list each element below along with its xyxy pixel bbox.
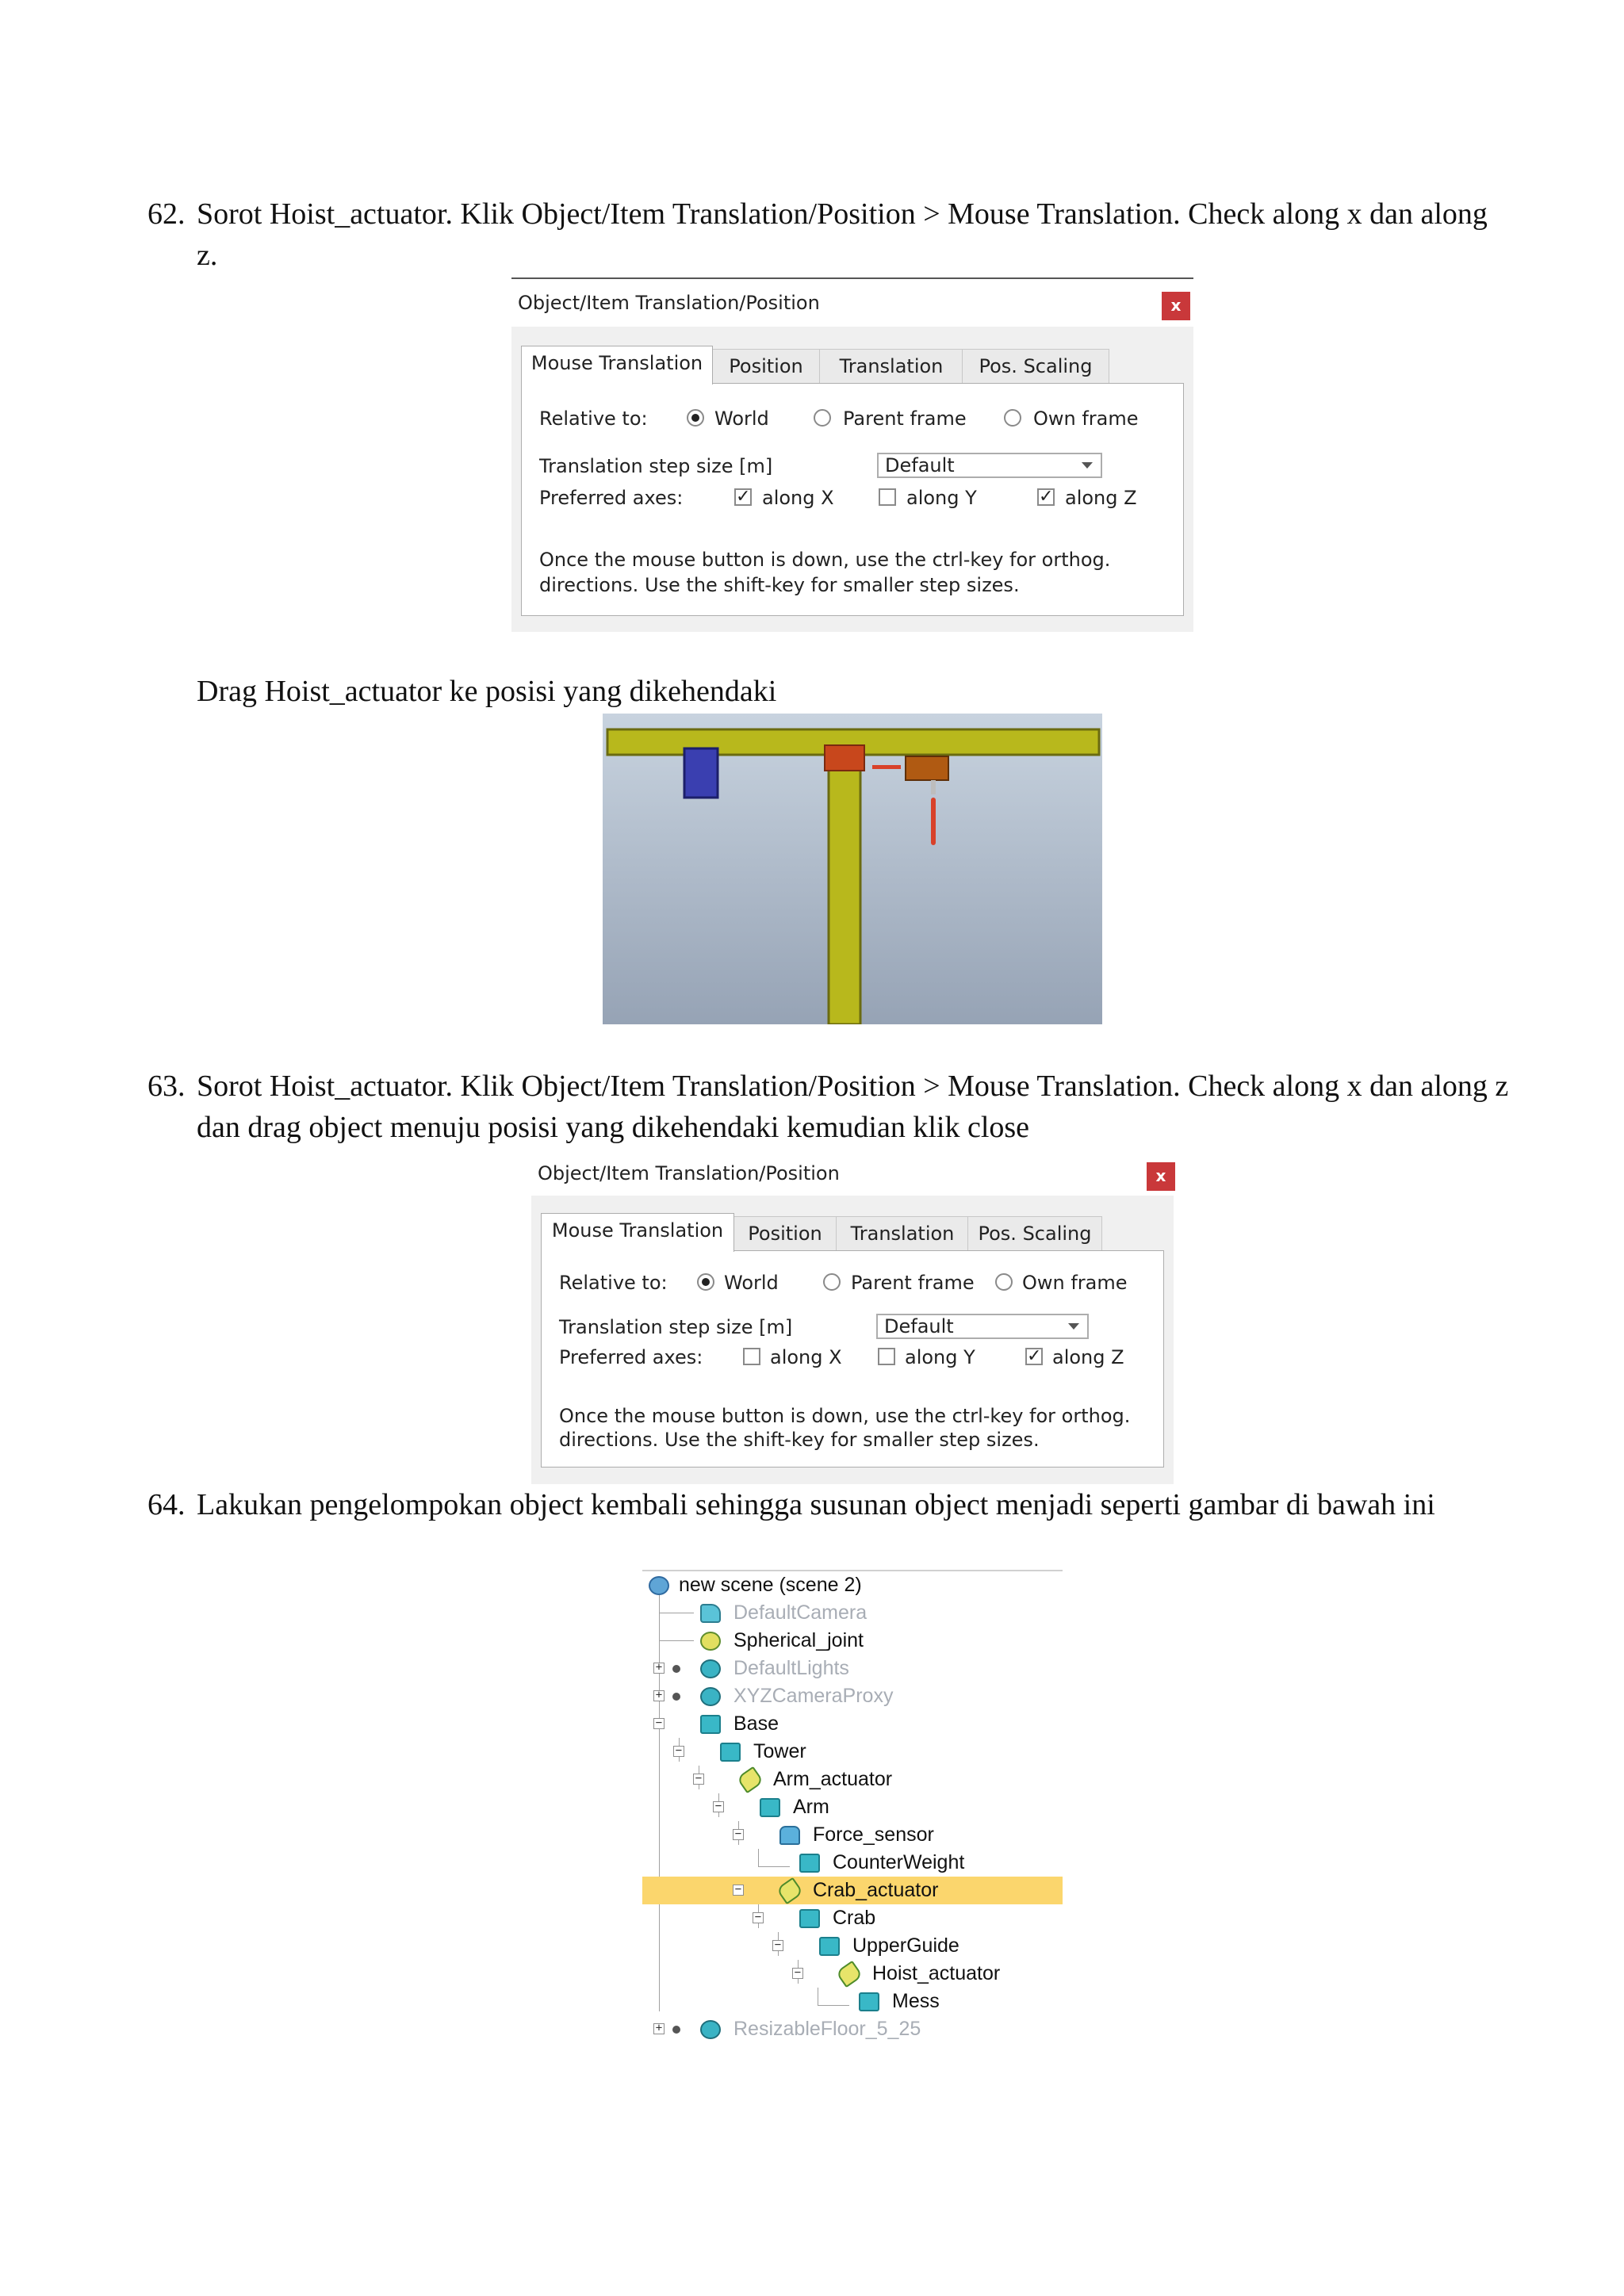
tree-node-scene[interactable] [642,1571,1063,1599]
dialog-title: Object/Item Translation/Position [518,292,820,314]
tree-node-label: Arm [793,1796,829,1818]
camera-icon [700,1604,721,1623]
radio-parent-frame[interactable] [814,409,831,427]
hoist-cable [931,780,936,794]
tree-node-label: Mess [892,1990,940,2012]
radio-world[interactable] [697,1273,714,1291]
joint-icon [776,1877,803,1905]
close-button[interactable]: x [1147,1162,1175,1191]
radio-world-label: World [714,408,769,430]
tree-node-spherical-joint[interactable] [642,1627,1063,1655]
expand-icon[interactable]: + [653,2023,665,2034]
dialog-titlebar [511,279,1193,327]
tree-node-label: DefaultLights [733,1657,849,1679]
collapse-icon[interactable]: − [733,1829,744,1840]
radio-own-frame[interactable] [995,1273,1013,1291]
radio-own-frame-label: Own frame [1033,408,1139,430]
preferred-axes-label: Preferred axes: [559,1346,703,1368]
crane-tower [829,755,860,1024]
tab-mouse-translation[interactable]: Mouse Translation [541,1213,734,1252]
tab-translation[interactable]: Translation [836,1216,969,1250]
tree-node-label: DefaultCamera [733,1601,868,1624]
crab-block [906,756,948,780]
tree-node-crab-actuator[interactable] [642,1877,1063,1904]
help-note-line2: directions. Use the shift-key for smaller step sizes. [539,574,1020,596]
globe-icon [649,1576,669,1595]
tree-node-label: Base [733,1712,779,1735]
checkbox-along-x-label: along X [770,1346,842,1368]
checkbox-along-x-label: along X [762,487,834,509]
shape-cube-icon [799,1854,820,1873]
tab-position[interactable]: Position [733,1216,837,1250]
tree-node-upperguide[interactable] [642,1932,1063,1960]
shape-cube-icon [720,1743,741,1762]
shape-cube-icon [760,1798,780,1817]
checkbox-along-y-label: along Y [905,1346,975,1368]
dialog-title: Object/Item Translation/Position [538,1162,840,1184]
crane-render [603,714,1102,1024]
radio-own-frame[interactable] [1004,409,1021,427]
tree-node-xyzcameraproxy[interactable] [642,1682,1063,1710]
checkbox-along-z-label: along Z [1065,487,1137,509]
checkbox-along-y[interactable] [878,1348,895,1365]
radio-world[interactable] [687,409,704,427]
step-size-dropdown[interactable] [876,1314,1089,1339]
collapse-icon[interactable]: − [713,1801,724,1812]
tree-node-label: Arm_actuator [773,1768,893,1790]
mouse-translation-panel [541,1250,1164,1468]
floor-icon [700,2020,721,2039]
tab-mouse-translation[interactable]: Mouse Translation [521,346,713,385]
step-size-dropdown[interactable] [877,453,1102,478]
collapse-icon[interactable]: − [772,1940,783,1951]
shape-cube-icon [700,1715,721,1734]
tree-node-force-sensor[interactable] [642,1821,1063,1849]
mouse-translation-panel [521,383,1184,616]
step-size-value: Default [884,1315,954,1337]
tab-translation[interactable]: Translation [819,349,963,383]
step-size-label: Translation step size [m] [539,455,773,477]
help-note-line2: directions. Use the shift-key for smaller step sizes. [559,1429,1040,1451]
checkbox-along-z[interactable]: ✓ [1039,487,1054,507]
radio-own-frame-label: Own frame [1022,1272,1128,1294]
step-64 [147,1484,1511,1525]
step-size-label: Translation step size [m] [559,1316,793,1338]
expand-icon[interactable]: + [653,1690,665,1701]
translation-dialog-2 [531,1150,1174,1484]
dialog-titlebar [531,1150,1174,1196]
checkbox-along-z-label: along Z [1052,1346,1124,1368]
close-button[interactable]: x [1162,292,1190,320]
scene-viewport[interactable] [603,714,1102,1024]
radio-parent-frame[interactable] [823,1273,841,1291]
step-text: Lakukan pengelompokan object kembali sehingga susunan object menjadi seperti gambar di bawah ini [197,1488,1435,1521]
shape-cube-icon [859,1992,879,2011]
step-number: 63. [147,1070,186,1103]
joint-icon [835,1961,863,1988]
joint-icon [736,1766,764,1794]
spherical-joint-icon [700,1632,721,1651]
collapse-icon[interactable]: − [653,1718,665,1729]
expand-icon[interactable]: + [653,1663,665,1674]
radio-world-label: World [724,1272,779,1294]
light-icon [700,1659,721,1678]
tree-node-arm-actuator[interactable] [642,1766,1063,1793]
tree-node-crab[interactable] [642,1904,1063,1932]
visibility-dot-icon [672,2026,680,2034]
collapse-icon[interactable]: − [673,1746,684,1757]
shape-cube-icon [799,1909,820,1928]
tree-node-label: Hoist_actuator [872,1962,1001,1984]
step-62 [147,193,1511,276]
checkbox-along-y[interactable] [879,488,896,506]
tree-node-arm[interactable] [642,1793,1063,1821]
drag-instruction: Drag Hoist_actuator ke posisi yang dikehendaki [197,675,777,708]
help-note-line1: Once the mouse button is down, use the ctrl-key for orthog. [559,1405,1131,1427]
tree-node-label: Force_sensor [813,1823,934,1846]
chevron-down-icon [1082,462,1093,469]
blue-counterweight [684,748,718,798]
visibility-dot-icon [672,1665,680,1673]
tree-node-base[interactable] [642,1710,1063,1738]
checkbox-along-y-label: along Y [906,487,977,509]
tree-node-defaultcamera[interactable] [642,1599,1063,1627]
tree-node-label: Spherical_joint [733,1629,864,1651]
tree-node-label: XYZCameraProxy [733,1685,894,1707]
step-text: Sorot Hoist_actuator. Klik Object/Item Translation/Position > Mouse Translation. Check along x dan along z dan drag object menuju posisi yang dikehendaki kemudian klik close [197,1070,1509,1144]
tree-node-resizablefloor[interactable] [642,2015,1063,2043]
hoist-actuator [931,798,936,845]
crab-arrow [872,765,901,769]
collapse-icon[interactable]: − [753,1912,764,1923]
radio-parent-frame-label: Parent frame [843,408,967,430]
visibility-dot-icon [672,1693,680,1701]
collapse-icon[interactable]: − [792,1968,803,1979]
tree-node-tower[interactable] [642,1738,1063,1766]
tree-node-counterweight[interactable] [642,1849,1063,1877]
tree-node-label: ResizableFloor_5_25 [733,2018,921,2040]
tree-node-defaultlights[interactable] [642,1655,1063,1682]
step-number: 64. [147,1488,186,1521]
tree-node-hoist-actuator[interactable] [642,1960,1063,1988]
checkbox-along-x[interactable] [743,1348,760,1365]
force-sensor-icon [779,1826,800,1845]
tree-node-label: Crab_actuator [813,1879,939,1901]
shape-cube-icon [819,1937,840,1956]
relative-to-label: Relative to: [539,408,648,430]
tree-node-label: Tower [753,1740,806,1762]
collapse-icon[interactable]: − [733,1885,744,1896]
red-joint-block [825,745,864,771]
checkbox-along-z[interactable]: ✓ [1027,1346,1042,1366]
preferred-axes-label: Preferred axes: [539,487,684,509]
step-text: Sorot Hoist_actuator. Klik Object/Item Translation/Position > Mouse Translation. Check along x dan along z. [197,197,1488,272]
chevron-down-icon [1068,1323,1079,1330]
tree-node-label: new scene (scene 2) [679,1574,862,1596]
tree-node-mess[interactable] [642,1988,1063,2015]
tab-pos-scaling[interactable]: Pos. Scaling [967,1216,1102,1250]
scene-hierarchy [642,1570,1063,2067]
help-note-line1: Once the mouse button is down, use the ctrl-key for orthog. [539,549,1111,571]
proxy-icon [700,1687,721,1706]
relative-to-label: Relative to: [559,1272,668,1294]
checkbox-along-x[interactable]: ✓ [736,487,751,507]
tree-node-label: Crab [833,1907,876,1929]
tab-position[interactable]: Position [711,349,821,383]
collapse-icon[interactable]: − [693,1774,704,1785]
translation-dialog-1 [511,277,1193,632]
step-63 [147,1066,1511,1148]
radio-parent-frame-label: Parent frame [851,1272,975,1294]
step-number: 62. [147,197,186,231]
step-size-value: Default [885,454,955,476]
tree-node-label: CounterWeight [833,1851,965,1873]
tree-node-label: UpperGuide [852,1934,959,1957]
tab-pos-scaling[interactable]: Pos. Scaling [962,349,1109,383]
